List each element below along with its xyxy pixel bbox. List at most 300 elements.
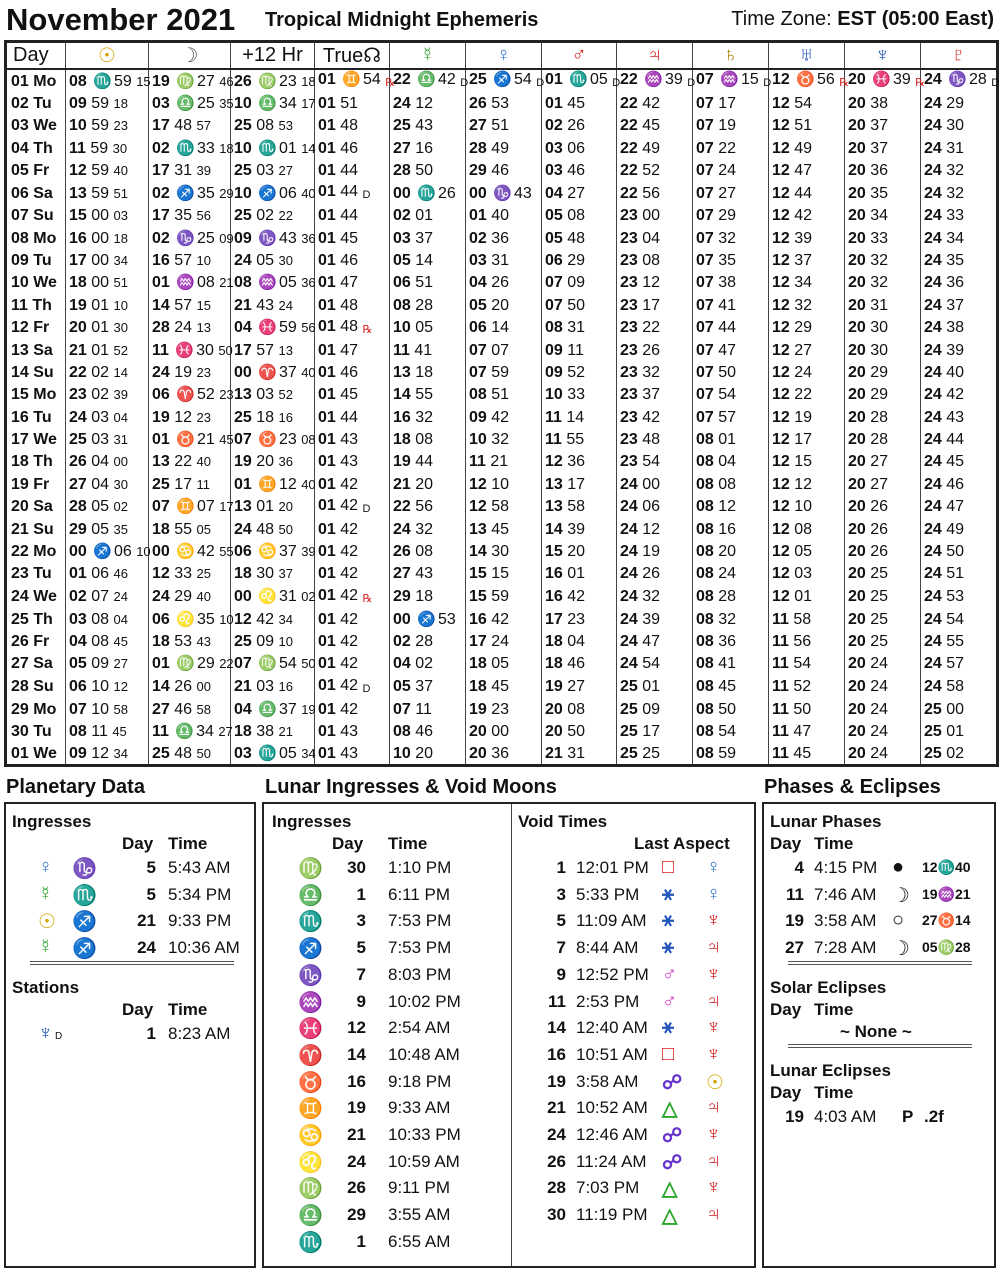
- minute-value: 27: [870, 475, 889, 493]
- aspect-glyph: ☍: [662, 1125, 683, 1147]
- seconds-value: 00: [113, 454, 128, 470]
- table-cell: 04 Th: [6, 138, 66, 160]
- minute-value: 54: [642, 453, 661, 471]
- degree-value: 04: [393, 655, 411, 673]
- minute-value: 02: [91, 386, 114, 404]
- minute-value: 27: [567, 184, 586, 202]
- minute-value: 26: [870, 520, 889, 538]
- table-cell: [769, 429, 845, 451]
- table-cell: [693, 93, 769, 115]
- table-cell: [542, 429, 617, 451]
- minute-value: 42: [642, 408, 661, 426]
- minute-value: 49: [794, 139, 813, 157]
- minute-value: 46: [415, 722, 434, 740]
- minute-value: 00: [91, 274, 114, 292]
- degree-value: 19: [469, 700, 487, 718]
- minute-value: 34: [278, 95, 302, 113]
- month-title: November 2021: [6, 2, 236, 37]
- degree-value: 22: [620, 162, 638, 180]
- table-cell: [466, 384, 542, 406]
- sign-glyph: ♐: [93, 543, 112, 561]
- minute-value: 00: [91, 207, 114, 225]
- minute-value: 45: [491, 520, 510, 538]
- minute-value: 53: [174, 633, 197, 651]
- degree-value: 24: [620, 565, 638, 583]
- degree-value: 03: [234, 744, 252, 762]
- table-cell: [845, 407, 921, 429]
- degree-value: 12: [545, 453, 563, 471]
- degree-value: 20: [545, 722, 563, 740]
- minute-value: 51: [491, 386, 510, 404]
- table-cell: [149, 294, 231, 316]
- minute-value: 50: [718, 364, 737, 382]
- void-day: 14: [547, 1018, 566, 1038]
- degree-value: 13: [545, 475, 563, 493]
- sign-glyph: ♐: [298, 938, 323, 961]
- minute-value: 54: [718, 722, 737, 740]
- table-cell: [617, 699, 693, 721]
- table-cell: [845, 272, 921, 294]
- aspect-planet-glyph: ♃: [706, 1149, 721, 1172]
- degree-value: 23: [620, 431, 638, 448]
- station-direction: D: [55, 1031, 63, 1042]
- seconds-value: 51: [113, 275, 128, 291]
- minute-value: 31: [946, 139, 965, 157]
- minute-value: 37: [642, 386, 661, 404]
- minute-value: 50: [415, 162, 434, 180]
- seconds-value: 40: [301, 365, 316, 381]
- void-day: 26: [547, 1151, 566, 1171]
- minute-value: 28: [415, 633, 434, 651]
- planetary-day-header: Day: [122, 834, 154, 853]
- degree-value: 01: [318, 296, 336, 314]
- table-cell: 11 Th: [6, 294, 66, 316]
- degree-value: 01: [318, 520, 336, 538]
- table-cell: [921, 586, 998, 609]
- table-cell: [845, 69, 926, 93]
- degree-value: 01: [318, 722, 336, 740]
- table-cell: [769, 407, 845, 429]
- table-cell: [921, 609, 998, 631]
- ephemeris-subtitle: Tropical Midnight Ephemeris: [265, 9, 539, 31]
- minute-value: 42: [340, 475, 359, 493]
- phase-day: 11: [786, 884, 804, 904]
- minute-value: 33: [946, 207, 965, 225]
- minute-value: 38: [718, 274, 737, 292]
- table-cell: 01 We: [6, 743, 66, 765]
- seconds-value: 53: [278, 118, 293, 134]
- table-cell: [149, 743, 231, 765]
- minute-value: 12: [415, 95, 434, 113]
- table-cell: [315, 609, 390, 631]
- degree-value: 24: [620, 543, 638, 561]
- minute-value: 17: [567, 475, 586, 493]
- degree-value: 07: [696, 251, 714, 269]
- degree-value: 07: [696, 229, 714, 247]
- minute-value: 36: [567, 453, 586, 471]
- minute-value: 32: [718, 229, 737, 247]
- minute-value: 20: [415, 475, 434, 493]
- table-cell: [315, 676, 390, 699]
- degree-value: 01: [318, 117, 336, 135]
- minute-value: 00: [642, 207, 661, 225]
- degree-value: 24: [620, 655, 638, 673]
- table-cell: [149, 609, 234, 631]
- minute-value: 26: [437, 184, 456, 202]
- minute-value: 08: [642, 251, 661, 269]
- aspect-planet-glyph: ♆: [706, 1042, 721, 1065]
- minute-value: 43: [340, 431, 359, 448]
- degree-value: 20: [848, 700, 866, 718]
- station-marker: D: [362, 189, 371, 202]
- column-header-2: ☽: [149, 42, 231, 70]
- table-cell: [542, 272, 617, 294]
- degree-value: 25: [393, 117, 411, 135]
- table-row: [6, 743, 998, 765]
- table-cell: [921, 653, 998, 675]
- lunar-ingresses-label: Ingresses: [272, 812, 352, 831]
- table-cell: [149, 407, 231, 429]
- station-planet-glyph: ♆ D: [38, 1022, 63, 1044]
- minute-value: 30: [196, 341, 219, 359]
- minute-value: 00: [642, 475, 661, 493]
- degree-value: 20: [848, 498, 866, 516]
- phase-time: 7:46 AM: [814, 884, 877, 904]
- degree-value: 23: [620, 319, 638, 337]
- table-cell: [231, 160, 315, 182]
- table-cell: [769, 182, 845, 205]
- degree-value: 13: [234, 386, 252, 404]
- table-cell: [542, 362, 617, 384]
- table-cell: [921, 496, 998, 519]
- table-cell: [466, 586, 542, 609]
- void-day: 7: [556, 938, 566, 958]
- sign-glyph: ♏: [258, 744, 277, 762]
- solar-time-header: Time: [814, 1000, 854, 1019]
- seconds-value: 11: [196, 476, 210, 492]
- minute-value: 23: [278, 431, 302, 448]
- minute-value: 15: [740, 71, 764, 88]
- minute-value: 42: [340, 543, 359, 561]
- table-cell: [617, 563, 693, 585]
- sign-glyph: ♎: [176, 95, 195, 113]
- degree-value: 24: [924, 475, 942, 493]
- minute-value: 04: [567, 633, 586, 651]
- degree-value: 20: [545, 700, 563, 718]
- table-cell: [66, 451, 149, 473]
- table-cell: 19 Fr: [6, 473, 66, 495]
- degree-value: 01: [318, 95, 336, 113]
- minute-value: 46: [340, 251, 359, 269]
- table-cell: 21 Su: [6, 519, 66, 541]
- degree-value: 07: [696, 117, 714, 135]
- table-cell: [390, 609, 466, 631]
- station-marker: ℞: [839, 77, 850, 89]
- table-cell: [617, 609, 693, 631]
- ingress-time: 8:03 PM: [388, 964, 452, 984]
- table-cell: [617, 631, 693, 653]
- minute-value: 47: [642, 633, 661, 651]
- sign-glyph: ♎: [417, 71, 436, 88]
- table-cell: [390, 294, 466, 316]
- minute-value: 03: [256, 162, 279, 180]
- minute-value: 04: [91, 475, 114, 493]
- minute-value: 29: [174, 588, 197, 606]
- table-cell: [769, 563, 845, 585]
- table-cell: 20 Sa: [6, 496, 66, 519]
- table-cell: [315, 743, 390, 765]
- sign-glyph: ♏: [417, 184, 436, 202]
- degree-value: 11: [772, 700, 789, 718]
- minute-value: 30: [870, 341, 889, 359]
- degree-value: 15: [469, 588, 487, 606]
- sign-glyph: ♈: [298, 1044, 323, 1067]
- minute-value: 10: [491, 475, 510, 493]
- table-cell: [542, 317, 617, 340]
- degree-value: 05: [545, 229, 563, 247]
- minute-value: 49: [491, 139, 510, 157]
- void-time: 12:46 AM: [576, 1125, 648, 1144]
- degree-value: 20: [69, 319, 87, 337]
- table-cell: [315, 69, 396, 93]
- table-cell: [693, 115, 769, 137]
- phase-degree: 27: [922, 912, 938, 928]
- degree-value: 20: [848, 229, 866, 247]
- sign-glyph: ♏: [569, 71, 588, 88]
- minute-value: 18: [256, 408, 279, 426]
- minute-value: 44: [340, 408, 359, 426]
- table-row: [6, 138, 998, 160]
- lunar-eclipses-time-header: Time: [814, 1083, 854, 1102]
- degree-value: 24: [620, 588, 638, 606]
- table-cell: [390, 362, 466, 384]
- void-day: 9: [556, 964, 566, 984]
- degree-value: 07: [696, 184, 714, 202]
- seconds-value: 10: [196, 252, 211, 268]
- minute-value: 50: [718, 700, 737, 718]
- minute-value: 37: [946, 296, 965, 314]
- seconds-value: 34: [113, 745, 128, 761]
- minute-value: 08: [567, 207, 586, 225]
- table-cell: [769, 160, 845, 182]
- degree-value: 12: [772, 588, 790, 606]
- table-row: [6, 609, 998, 631]
- degree-value: 00: [69, 543, 87, 561]
- degree-value: 18: [545, 655, 563, 673]
- minute-value: 32: [491, 431, 510, 448]
- minute-value: 37: [278, 700, 302, 718]
- minute-value: 39: [946, 341, 965, 359]
- degree-value: 09: [69, 95, 87, 113]
- seconds-value: 27: [113, 656, 128, 672]
- seconds-value: 09: [219, 230, 234, 246]
- table-row: [6, 676, 998, 699]
- table-cell: [617, 138, 693, 160]
- table-cell: [921, 272, 998, 294]
- degree-value: 12: [772, 386, 790, 404]
- sign-glyph: ♐: [72, 937, 97, 960]
- table-cell: [390, 496, 466, 519]
- void-day: 3: [556, 884, 566, 904]
- degree-value: 01: [469, 207, 487, 225]
- table-cell: [231, 541, 315, 563]
- minute-value: 11: [91, 722, 113, 740]
- minute-value: 59: [91, 184, 114, 202]
- ingress-day: 21: [347, 1125, 366, 1144]
- table-cell: 08 Mo: [6, 227, 66, 249]
- seconds-value: 10: [278, 634, 293, 650]
- seconds-value: 46: [113, 566, 128, 582]
- column-header-6: ♀: [466, 42, 542, 70]
- ingress-time: 7:53 PM: [388, 911, 452, 931]
- minute-value: 15: [491, 565, 510, 583]
- seconds-value: 17: [219, 499, 234, 515]
- lunar-day-header: Day: [332, 834, 364, 853]
- seconds-value: 08: [301, 432, 316, 447]
- column-header-12: ♇: [921, 42, 998, 70]
- seconds-value: 19: [301, 701, 316, 717]
- table-cell: [231, 496, 315, 519]
- table-cell: 14 Su: [6, 362, 66, 384]
- lunar-phases-label: Lunar Phases: [770, 812, 882, 831]
- aspect-glyph: □: [662, 1042, 675, 1065]
- phase-position: [922, 886, 971, 903]
- table-cell: [769, 473, 845, 495]
- table-cell: [542, 205, 617, 227]
- minute-value: 30: [491, 543, 510, 561]
- minute-value: 48: [642, 431, 661, 448]
- ingress-day: 16: [347, 1071, 366, 1091]
- table-cell: [617, 496, 693, 519]
- minute-value: 46: [567, 655, 586, 673]
- table-cell: [231, 362, 315, 384]
- minute-value: 58: [567, 498, 586, 516]
- degree-value: 24: [924, 229, 942, 247]
- void-day: 24: [547, 1125, 566, 1144]
- degree-value: 21: [545, 744, 563, 762]
- minute-value: 51: [946, 565, 965, 583]
- seconds-value: 14: [113, 365, 128, 381]
- divider: [788, 961, 972, 965]
- table-cell: [617, 362, 693, 384]
- minute-value: 01: [415, 207, 434, 225]
- table-cell: 15 Mo: [6, 384, 66, 406]
- degree-value: 12: [772, 520, 790, 538]
- minute-value: 46: [567, 162, 586, 180]
- void-day: 28: [547, 1178, 566, 1198]
- ingress-time: 10:02 PM: [388, 991, 461, 1011]
- minute-value: 28: [415, 296, 434, 314]
- minute-value: 41: [718, 655, 737, 673]
- minute-value: 06: [567, 139, 586, 157]
- table-cell: [617, 541, 693, 563]
- degree-value: 06: [152, 610, 170, 628]
- table-cell: 13 Sa: [6, 340, 66, 362]
- table-cell: [390, 407, 466, 429]
- minute-value: 51: [415, 274, 434, 292]
- seconds-value: 02: [113, 499, 128, 515]
- table-cell: [231, 93, 315, 115]
- phase-day: 27: [785, 937, 804, 957]
- phases-time-header: Time: [814, 834, 854, 853]
- minute-value: 01: [91, 319, 114, 337]
- degree-value: 05: [393, 251, 411, 269]
- table-cell: 30 Tu: [6, 721, 66, 743]
- minute-value: 08: [718, 475, 737, 493]
- minute-value: 46: [340, 139, 359, 157]
- degree-value: 07: [545, 296, 563, 314]
- minute-value: 00: [91, 251, 114, 269]
- table-cell: [542, 138, 617, 160]
- minute-value: 24: [870, 744, 889, 762]
- aspect-glyph: ♂: [662, 989, 677, 1012]
- table-cell: [542, 676, 617, 699]
- table-cell: [66, 721, 149, 743]
- phase-time: 3:58 AM: [814, 911, 877, 930]
- degree-value: 03: [545, 162, 563, 180]
- minute-value: 27: [794, 341, 813, 359]
- ingress-day: 14: [347, 1044, 366, 1064]
- minute-value: 50: [946, 543, 965, 561]
- table-cell: [66, 473, 149, 495]
- degree-value: 08: [69, 722, 87, 740]
- degree-value: 23: [620, 453, 638, 471]
- degree-value: 20: [848, 633, 866, 651]
- degree-value: 17: [234, 341, 252, 359]
- degree-value: 12: [772, 71, 790, 88]
- minute-value: 26: [870, 498, 889, 516]
- table-cell: [149, 138, 234, 160]
- degree-value: 11: [469, 453, 486, 471]
- phase-position: [922, 859, 971, 876]
- table-cell: [845, 362, 921, 384]
- table-cell: [66, 160, 149, 182]
- table-cell: [693, 743, 769, 765]
- degree-value: 01: [318, 453, 336, 471]
- minute-value: 32: [718, 610, 737, 628]
- degree-value: 01: [318, 364, 336, 382]
- aspect-glyph: ⚹: [662, 882, 674, 905]
- degree-value: 12: [152, 565, 170, 583]
- seconds-value: 24: [278, 297, 293, 313]
- minute-value: 49: [946, 520, 965, 538]
- minute-value: 24: [870, 655, 889, 673]
- degree-value: 01: [318, 543, 336, 561]
- degree-value: 17: [152, 207, 170, 225]
- degree-value: 11: [545, 408, 562, 426]
- phase-minute: 40: [955, 859, 971, 875]
- table-cell: [390, 69, 469, 93]
- ingress-day: 24: [347, 1151, 366, 1171]
- table-cell: [66, 182, 149, 205]
- table-cell: [769, 496, 845, 519]
- degree-value: 01: [318, 744, 336, 762]
- table-cell: [845, 586, 921, 609]
- minute-value: 45: [340, 229, 359, 247]
- table-cell: [921, 115, 998, 137]
- table-cell: [315, 362, 390, 384]
- degree-value: 12: [772, 296, 790, 314]
- degree-value: 07: [696, 364, 714, 382]
- table-cell: [769, 294, 845, 316]
- minute-value: 44: [946, 431, 965, 448]
- ingress-day: 29: [347, 1205, 366, 1225]
- table-cell: [66, 384, 149, 406]
- minute-value: 44: [794, 184, 813, 202]
- seconds-value: 13: [278, 342, 293, 358]
- table-cell: [231, 721, 315, 743]
- ingress-day: 9: [356, 991, 366, 1011]
